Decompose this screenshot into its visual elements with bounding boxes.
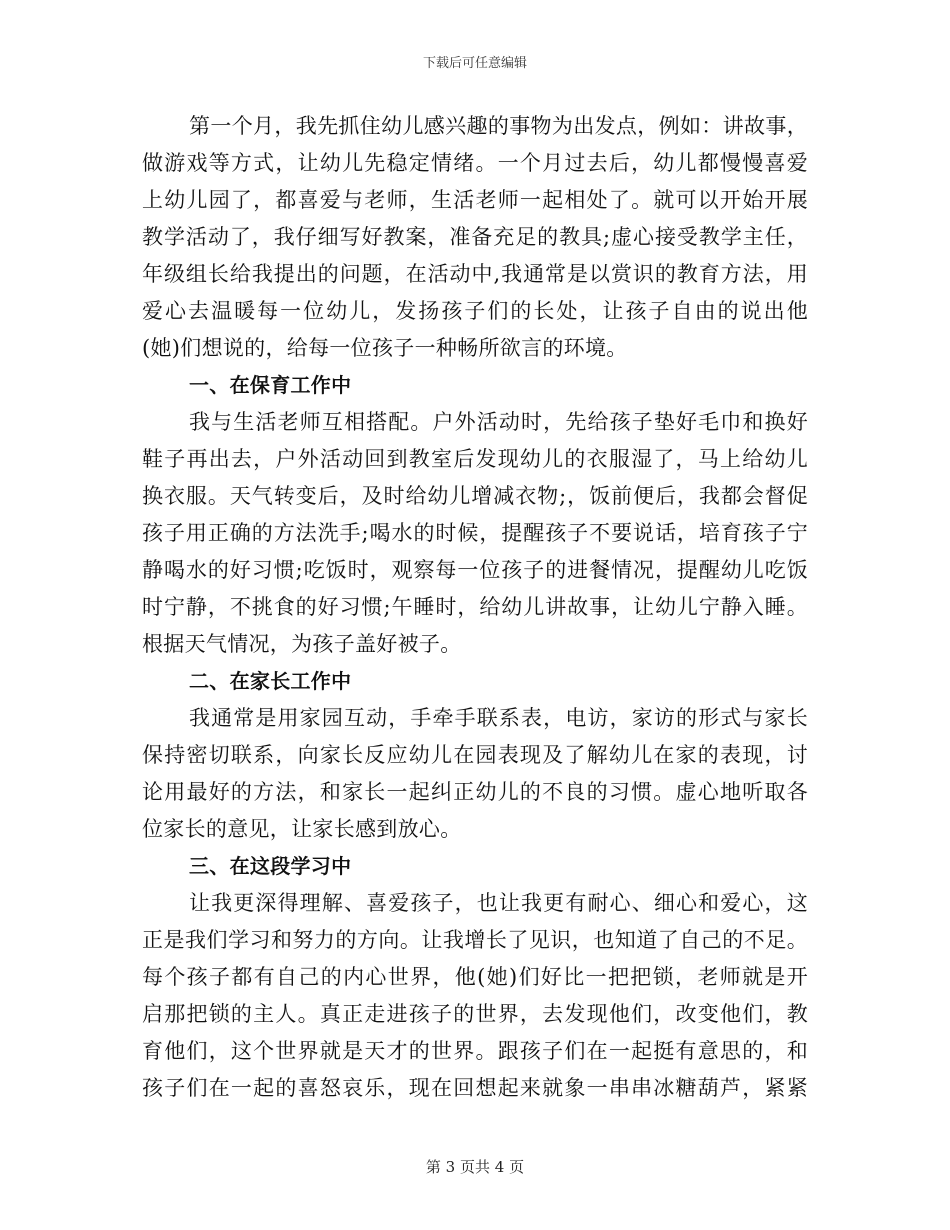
text-line: 每个孩子都有自己的内心世界，他(她)们好比一把把锁，老师就是开 <box>142 965 808 989</box>
document-body <box>142 108 808 1107</box>
text-line: 启那把锁的主人。真正走进孩子的世界，去发现他们，改变他们，教 <box>142 1002 808 1026</box>
text-line: (她)们想说的，给每一位孩子一种畅所欲言的环境。 <box>142 336 628 360</box>
text-line: 论用最好的方法，和家长一起纠正幼儿的不良的习惯。虚心地听取各 <box>142 780 808 804</box>
text-line: 我与生活老师互相搭配。户外活动时，先给孩子垫好毛巾和换好 <box>189 410 808 434</box>
text-line: 育他们，这个世界就是天才的世界。跟孩子们在一起挺有意思的，和 <box>142 1039 808 1063</box>
text-line: 年级组长给我提出的问题，在活动中,我通常是以赏识的教育方法，用 <box>142 262 808 286</box>
page-header: 下载后可任意编辑 <box>422 56 527 71</box>
text-line: 鞋子再出去，户外活动回到教室后发现幼儿的衣服湿了，马上给幼儿 <box>142 447 808 471</box>
text-line: 正是我们学习和努力的方向。让我增长了见识，也知道了自己的不足。 <box>142 928 808 952</box>
text-line: 根据天气情况，为孩子盖好被子。 <box>142 632 462 656</box>
text-line: 做游戏等方式，让幼儿先稳定情绪。一个月过去后，幼儿都慢慢喜爱 <box>142 151 808 175</box>
page-number: 第 3 页共 4 页 <box>425 1158 525 1176</box>
text-line: 孩子们在一起的喜怒哀乐，现在回想起来就象一串串冰糖葫芦，紧紧 <box>142 1076 808 1100</box>
text-line: 让我更深得理解、喜爱孩子，也让我更有耐心、细心和爱心，这 <box>189 891 808 915</box>
text-line: 爱心去温暖每一位幼儿，发扬孩子们的长处，让孩子自由的说出他 <box>142 299 808 323</box>
text-line: 换衣服。天气转变后，及时给幼儿增减衣物;，饭前便后，我都会督促 <box>142 484 808 508</box>
text-line: 第一个月，我先抓住幼儿感兴趣的事物为出发点，例如：讲故事， <box>189 114 808 138</box>
text-line: 保持密切联系，向家长反应幼儿在园表现及了解幼儿在家的表现，讨 <box>142 743 808 767</box>
section-heading: 三、在这段学习中 <box>189 854 352 878</box>
section-heading: 一、在保育工作中 <box>189 373 352 397</box>
text-line: 上幼儿园了，都喜爱与老师，生活老师一起相处了。就可以开始开展 <box>142 188 808 212</box>
text-line: 位家长的意见，让家长感到放心。 <box>142 817 462 841</box>
section-heading: 二、在家长工作中 <box>189 669 352 693</box>
text-line: 孩子用正确的方法洗手;喝水的时候，提醒孩子不要说话，培育孩子宁 <box>142 521 808 545</box>
text-line: 教学活动了，我仔细写好教案，准备充足的教具;虚心接受教学主任， <box>142 225 808 249</box>
text-line: 静喝水的好习惯;吃饭时，观察每一位孩子的进餐情况，提醒幼儿吃饭 <box>142 558 808 582</box>
text-line: 我通常是用家园互动，手牵手联系表，电访，家访的形式与家长 <box>189 706 808 730</box>
text-line: 时宁静，不挑食的好习惯;午睡时，给幼儿讲故事，让幼儿宁静入睡。 <box>142 595 808 619</box>
